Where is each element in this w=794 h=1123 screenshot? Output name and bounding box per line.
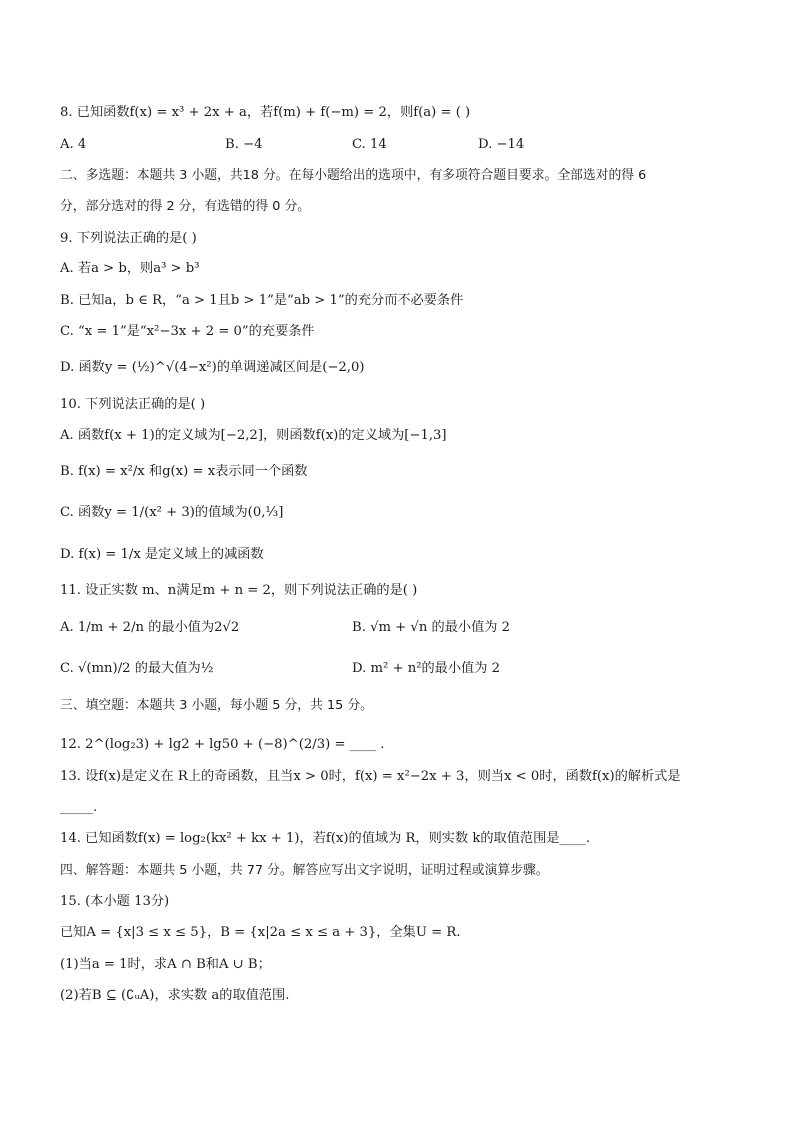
q10-option-a: A. 函数f(x + 1)的定义域为[−2,2]，则函数f(x)的定义域为[−1,3] [60, 428, 447, 443]
q11-stem: 11. 设正实数 m、n满足m + n = 2，则下列说法正确的是( ) [60, 583, 418, 598]
section2-heading-line1: 二、多选题：本题共 3 小题，共18 分。在每小题给出的选项中，有多项符合题目要求。全部选对的得 6 [60, 168, 647, 183]
q9-option-d: D. 函数y = (½)^√(4−x²)的单调递减区间是(−2,0) [60, 360, 365, 375]
section2-heading-line2: 分，部分选对的得 2 分，有选错的得 0 分。 [60, 199, 311, 214]
q9-option-a: A. 若a > b，则a³ > b³ [60, 261, 200, 276]
q13-line2: _____. [60, 800, 98, 815]
q15-part2: (2)若B ⊆ (∁ᵤA)，求实数 a的取值范围. [60, 988, 290, 1003]
q13-line1: 13. 设f(x)是定义在 R上的奇函数，且当x > 0时，f(x) = x²−2x + 3，则当x < 0时，函数f(x)的解析式是 [60, 769, 681, 784]
q9-option-b: B. 已知a，b ∈ R，“a > 1且b > 1”是“ab > 1”的充分而不必要条件 [60, 293, 464, 308]
q10-stem: 10. 下列说法正确的是( ) [60, 397, 206, 412]
q15-given: 已知A = {x|3 ≤ x ≤ 5}，B = {x|2a ≤ x ≤ a + 3}，全集U = R. [60, 925, 461, 940]
q8-option-b: B. −4 [225, 137, 263, 152]
q11-option-a: A. 1/m + 2/n 的最小值为2√2 [60, 620, 240, 635]
q8-option-a: A. 4 [60, 137, 87, 152]
q11-option-d: D. m² + n²的最小值为 2 [352, 661, 501, 676]
q8-stem: 8. 已知函数f(x) = x³ + 2x + a，若f(m) + f(−m) = 2，则f(a) = ( ) [60, 105, 471, 120]
q9-stem: 9. 下列说法正确的是( ) [60, 231, 197, 246]
q15-heading: 15. (本小题 13分) [60, 894, 170, 909]
q14-stem: 14. 已知函数f(x) = log₂(kx² + kx + 1)，若f(x)的值域为 R，则实数 k的取值范围是____. [60, 831, 591, 846]
q10-option-d: D. f(x) = 1/x 是定义域上的减函数 [60, 547, 264, 562]
q10-option-b: B. f(x) = x²/x 和g(x) = x表示同一个函数 [60, 464, 308, 479]
q11-option-c: C. √(mn)/2 的最大值为½ [60, 661, 214, 676]
q8-option-d: D. −14 [478, 137, 525, 152]
q10-option-c: C. 函数y = 1/(x² + 3)的值域为(0,⅓] [60, 505, 284, 520]
q9-option-c: C. “x = 1”是“x²−3x + 2 = 0”的充要条件 [60, 324, 315, 339]
q15-part1: (1)当a = 1时，求A ∩ B和A ∪ B； [60, 957, 271, 972]
section4-heading: 四、解答题：本题共 5 小题，共 77 分。解答应写出文字说明，证明过程或演算步骤。 [60, 863, 549, 878]
q11-option-b: B. √m + √n 的最小值为 2 [352, 620, 511, 635]
q12-stem: 12. 2^(log₂3) + lg2 + lg50 + (−8)^(2/3) = ____ . [60, 737, 385, 752]
q8-option-c: C. 14 [352, 137, 387, 152]
section3-heading: 三、填空题：本题共 3 小题，每小题 5 分，共 15 分。 [60, 698, 373, 713]
